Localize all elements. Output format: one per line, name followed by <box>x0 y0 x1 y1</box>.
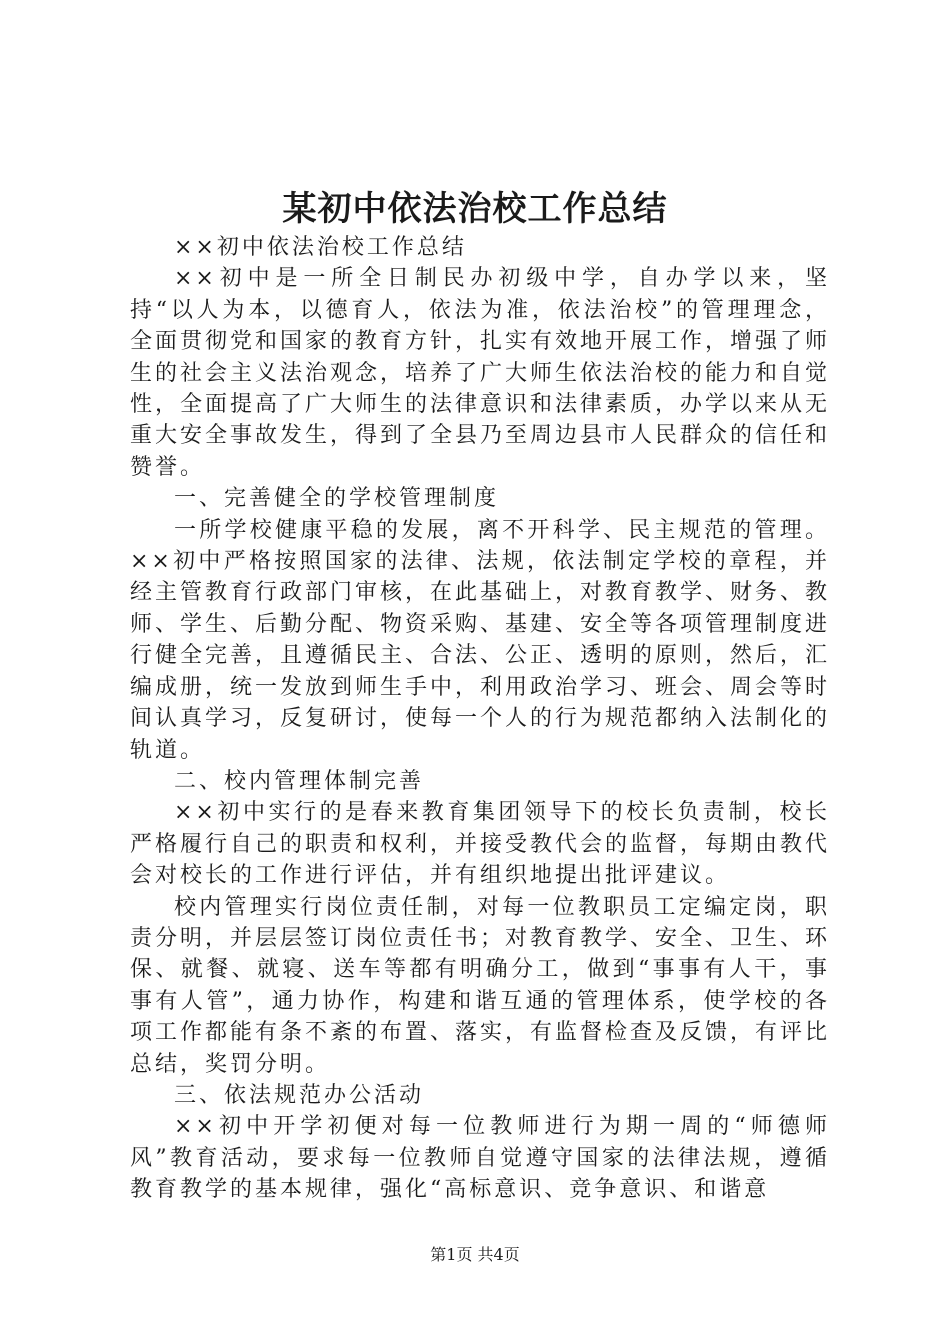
section-heading-1: 一、完善健全的学校管理制度 <box>174 486 500 512</box>
section-heading-2: 二、校内管理体制完善 <box>174 768 425 794</box>
document-body <box>130 232 830 1206</box>
paragraph-section-1: 一所学校健康平稳的发展，离不开科学、民主规范的管理。××初中严格按照国家的法律、法规，依法制定学校的章程，并经主管教育行政部门审核，在此基础上，对教育教学、财务、教师、学生、后勤分配、物资采购、基建、安全等各项管理制度进行健全完善，且遵循民主、合法、公正、透明的原则，然后，汇编成册，统一发放到师生手中，利用政治学习、班会、周会等时间认真学习，反复研讨，使每一个人的行为规范都纳入法制化的轨道。 <box>130 517 831 763</box>
page-total: 共4页 <box>477 1245 520 1264</box>
page-number: 第1页 <box>430 1245 473 1264</box>
section-heading-3: 三、依法规范办公活动 <box>174 1082 425 1108</box>
paragraph-section-2b: 校内管理实行岗位责任制，对每一位教职员工定编定岗，职责分明，并层层签订岗位责任书；对教育教学、安全、卫生、环保、就餐、就寝、送车等都有明确分工，做到“事事有人干，事事有人管”，通力协作，构建和谐互通的管理体系，使学校的各项工作都能有条不紊的布置、落实，有监督检查及反馈，有评比总结，奖罚分明。 <box>130 894 831 1077</box>
paragraph-section-3: ××初中开学初便对每一位教师进行为期一周的“师德师风”教育活动，要求每一位教师自觉遵守国家的法律法规，遵循教育教学的基本规律，强化“高标意识、竞争意识、和谐意 <box>130 1114 830 1203</box>
paragraph-intro: ××初中是一所全日制民办初级中学，自办学以来，坚持“以人为本，以德育人，依法为准，依法治校”的管理理念，全面贯彻党和国家的教育方针，扎实有效地开展工作，增强了师生的社会主义法治观念，培养了广大师生依法治校的能力和自觉性，全面提高了广大师生的法律意识和法律素质，办学以来从无重大安全事故发生，得到了全县乃至周边县市人民群众的信任和赞誉。 <box>130 266 831 480</box>
page-footer <box>0 1244 950 1266</box>
document-title: 某初中依法治校工作总结 <box>282 189 668 229</box>
paragraph-subtitle: ××初中依法治校工作总结 <box>174 235 467 260</box>
paragraph-section-2a: ××初中实行的是春来教育集团领导下的校长负责制，校长严格履行自己的职责和权利，并接受教代会的监督，每期由教代会对校长的工作进行评估，并有组织地提出批评建议。 <box>130 800 831 889</box>
